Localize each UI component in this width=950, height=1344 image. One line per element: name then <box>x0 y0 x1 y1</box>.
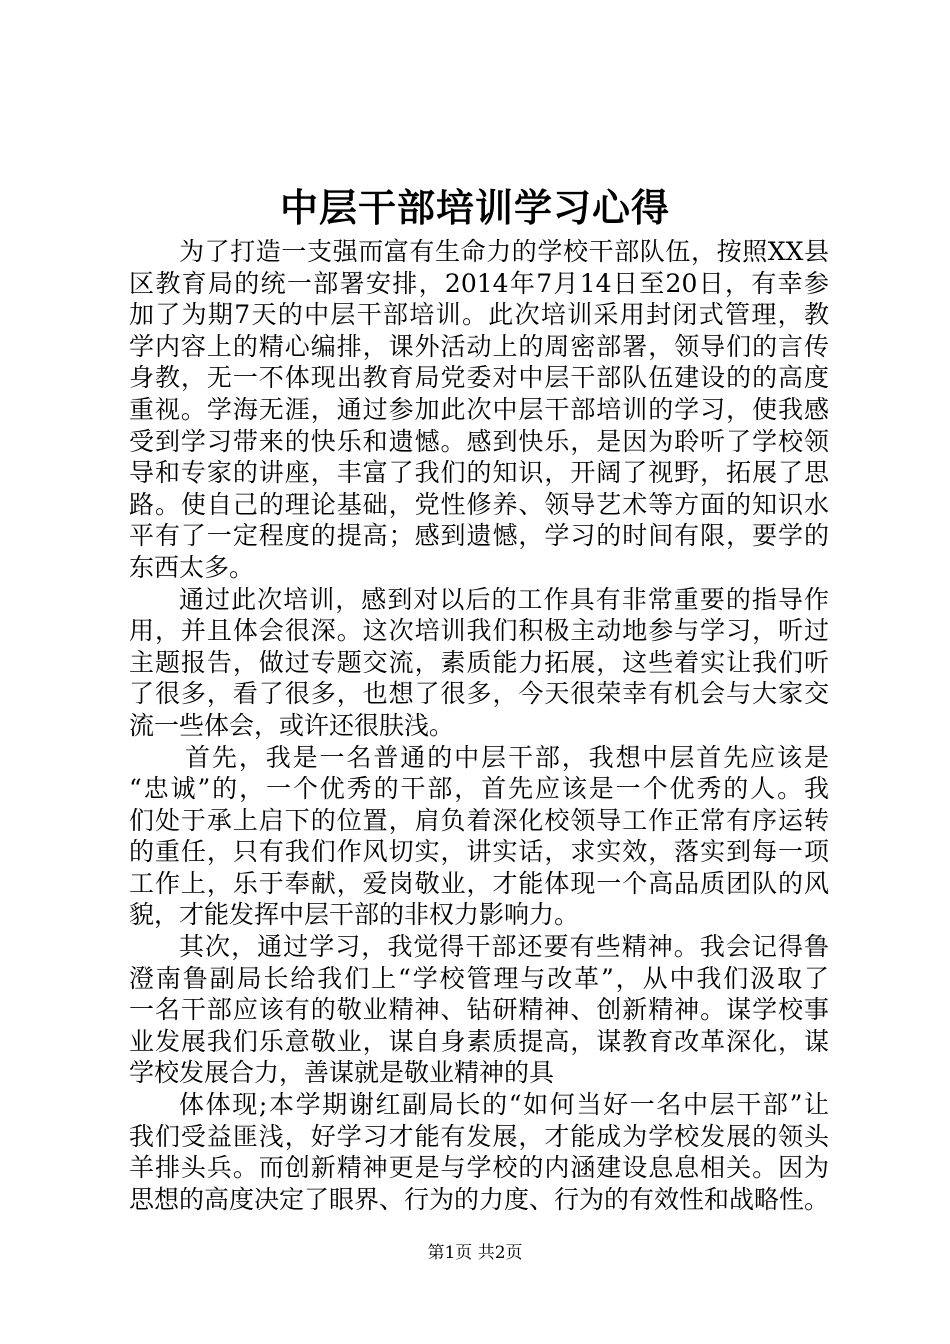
paragraph-4-line-1: 其次，通过学习，我觉得干部还要有些精神。我会记得鲁 <box>179 932 829 962</box>
paragraph-1-line-6: 重视。学海无涯，通过参加此次中层干部培训的学习，使我感 <box>129 394 829 424</box>
paragraph-5-line-4: 思想的高度决定了眼界、行为的力度、行为的有效性和战略性。 <box>129 1184 830 1214</box>
paragraph-5-line-1: 体体现;本学期谢红副局长的“如何当好一名中层干部”让 <box>179 1090 829 1120</box>
paragraph-5-line-3: 羊排头兵。而创新精神更是与学校的内涵建设息息相关。因为 <box>129 1153 829 1183</box>
paragraph-4-line-5: 学校发展合力，善谋就是敬业精神的具 <box>129 1058 555 1088</box>
paragraph-5-line-2: 我们受益匪浅，好学习才能有发展，才能成为学校发展的领头 <box>129 1121 829 1151</box>
paragraph-1-line-2: 区教育局的统一部署安排，2014年7月14日至20日，有幸参 <box>129 268 829 298</box>
paragraph-2-line-3: 主题报告，做过专题交流，素质能力拓展，这些着实让我们听 <box>129 647 829 677</box>
paragraph-1-line-1: 为了打造一支强而富有生命力的学校干部队伍，按照XX县 <box>179 237 829 266</box>
paragraph-1-line-8: 导和专家的讲座，丰富了我们的知识，开阔了视野，拓展了思 <box>129 458 829 488</box>
paragraph-1-line-7: 受到学习带来的快乐和遗憾。感到快乐，是因为聆听了学校领 <box>129 426 829 456</box>
paragraph-1-line-10: 平有了一定程度的提高；感到遗憾，学习的时间有限，要学的 <box>129 521 829 551</box>
paragraph-4-line-4: 业发展我们乐意敬业，谋自身素质提高，谋教育改革深化，谋 <box>129 1026 829 1056</box>
paragraph-1-line-5: 身教，无一不体现出教育局党委对中层干部队伍建设的的高度 <box>129 363 829 393</box>
paragraph-3-line-5: 工作上，乐于奉献，爱岗敬业，才能体现一个高品质团队的风 <box>129 868 829 898</box>
paragraph-3-line-2: “忠诚”的，一个优秀的干部，首先应该是一个优秀的人。我 <box>129 774 829 804</box>
paragraph-1-line-4: 学内容上的精心编排，课外活动上的周密部署，领导们的言传 <box>129 331 829 361</box>
paragraph-3-line-6: 貌，才能发挥中层干部的非权力影响力。 <box>129 900 580 930</box>
paragraph-2-line-1: 通过此次培训，感到对以后的工作具有非常重要的指导作 <box>179 584 829 614</box>
paragraph-3-line-1: 首先，我是一名普通的中层干部，我想中层首先应该是 <box>185 742 829 772</box>
document-body <box>129 236 829 1215</box>
document-title: 中层干部培训学习心得 <box>279 186 670 230</box>
paragraph-1-line-11: 东西太多。 <box>129 552 255 582</box>
paragraph-2-line-2: 用，并且体会很深。这次培训我们积极主动地参与学习，听过 <box>129 616 829 646</box>
paragraph-3-line-3: 们处于承上启下的位置，肩负着深化校领导工作正常有序运转 <box>129 805 829 835</box>
paragraph-1-line-9: 路。使自己的理论基础，党性修养、领导艺术等方面的知识水 <box>129 489 829 519</box>
paragraph-1-line-3: 加了为期7天的中层干部培训。此次培训采用封闭式管理，教 <box>129 300 829 330</box>
page-number-footer: 第1页 共2页 <box>427 1243 523 1263</box>
paragraph-2-line-5: 流一些体会，或许还很肤浅。 <box>129 710 455 740</box>
paragraph-3-line-4: 的重任，只有我们作风切实，讲实话，求实效，落实到每一项 <box>129 837 829 867</box>
paragraph-4-line-2: 澄南鲁副局长给我们上“学校管理与改革”，从中我们汲取了 <box>129 963 829 993</box>
paragraph-4-line-3: 一名干部应该有的敬业精神、钻研精神、创新精神。谋学校事 <box>129 995 829 1025</box>
paragraph-2-line-4: 了很多，看了很多，也想了很多，今天很荣幸有机会与大家交 <box>129 679 829 709</box>
